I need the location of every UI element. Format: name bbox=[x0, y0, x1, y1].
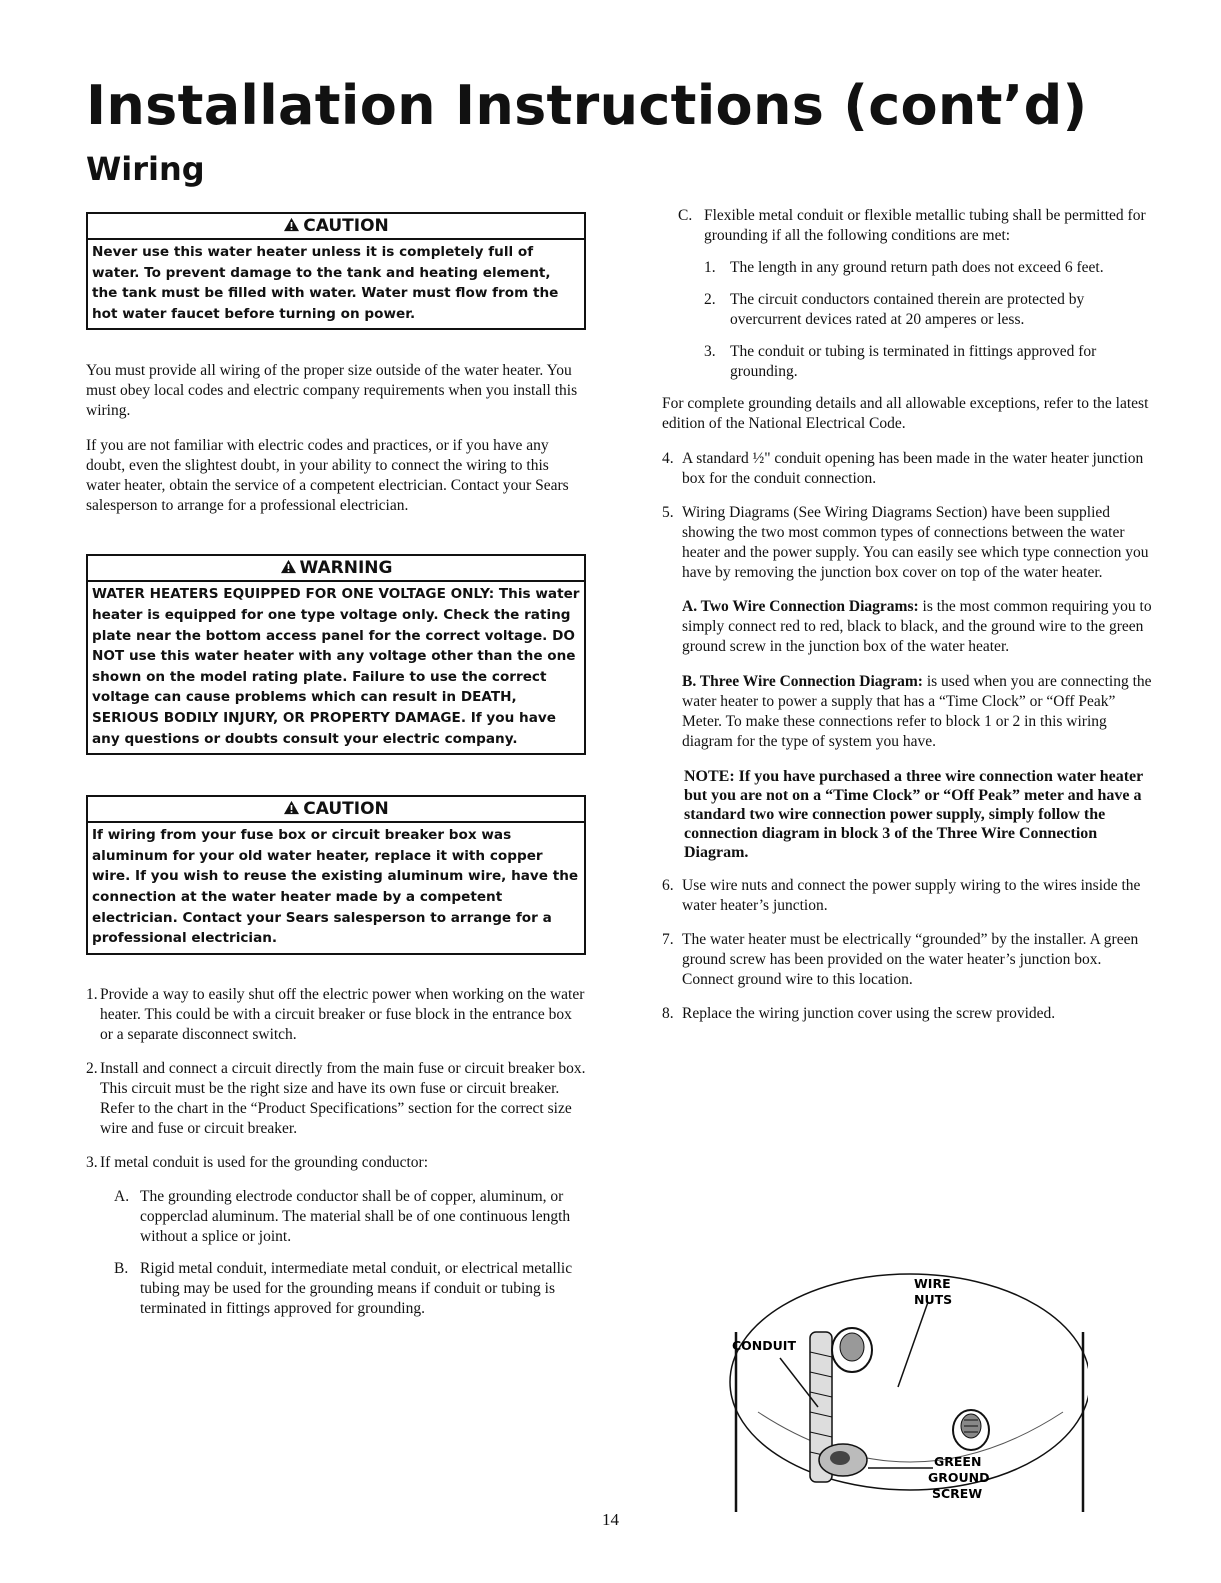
substep-text: The grounding electrode conductor shall be of copper, aluminum, or copperclad aluminum. The material shall be of one continuous length without a splice or joint. bbox=[140, 1187, 571, 1245]
condition-item bbox=[704, 258, 1156, 278]
step-number: 1. bbox=[86, 985, 98, 1003]
green-label: GREEN bbox=[934, 1454, 982, 1469]
caution-heading-text: CAUTION bbox=[303, 216, 389, 236]
step-number: 4. bbox=[662, 450, 674, 467]
page-title: Installation Instructions (cont’d) bbox=[86, 74, 1088, 137]
condition-number: 2. bbox=[704, 291, 716, 308]
step-number: 2. bbox=[86, 1059, 98, 1077]
substep-letter: A. bbox=[114, 1187, 130, 1205]
caution-body: Never use this water heater unless it is completely full of water. To prevent damage to the tank and heating element, the tank must be filled with water. Water must flow from the hot water faucet before turning on power. bbox=[92, 244, 559, 322]
intro-paragraph: If you are not familiar with electric codes and practices, or if you have any doubt, even the slightest doubt, in your ability to connect the wiring to this water heater, obtain the service of a competent electrician. Contact your Sears salesperson to arrange for a professional electrician. bbox=[86, 437, 569, 515]
condition-item bbox=[704, 342, 1156, 382]
step-text: Replace the wiring junction cover using the screw provided. bbox=[682, 1005, 1056, 1022]
step-item bbox=[662, 930, 1156, 990]
caution-box-aluminum bbox=[86, 795, 586, 955]
caution-box bbox=[86, 212, 586, 330]
caution-heading-text: CAUTION bbox=[303, 799, 389, 820]
wire-nuts-label-line1: WIRE bbox=[914, 1276, 951, 1291]
page-number: 14 bbox=[602, 1510, 619, 1529]
warning-box bbox=[86, 554, 586, 755]
substep-text: Rigid metal conduit, intermediate metal conduit, or electrical metallic tubing may be used for the grounding means if conduit or tubing is terminated in fittings approved for grounding. bbox=[140, 1259, 573, 1317]
left-column bbox=[86, 212, 586, 1331]
two-wire-label: A. Two Wire Connection Diagrams: bbox=[682, 598, 919, 615]
step-item bbox=[86, 1059, 586, 1139]
tank-top-ellipse bbox=[730, 1274, 1088, 1490]
intro-paragraph: You must provide all wiring of the proper size outside of the water heater. You must obey local codes and electric company requirements when you install this wiring. bbox=[86, 362, 578, 420]
junction-box-diagram bbox=[728, 1262, 1088, 1522]
substep-item bbox=[114, 1259, 586, 1319]
step-item bbox=[86, 1153, 586, 1173]
step-text: Wiring Diagrams (See Wiring Diagrams Section) have been supplied showing the two most common types of connections between the water heater and the power supply. You can easily see which type connection you have by removing the junction box cover on top of the water heater. bbox=[682, 504, 1149, 581]
step-text: Provide a way to easily shut off the electric power when working on the water heater. This could be with a circuit breaker or fuse block in the entrance box or a separate disconnect switch. bbox=[100, 985, 585, 1043]
condition-item bbox=[704, 290, 1156, 330]
warning-heading-text: WARNING bbox=[299, 558, 393, 579]
caution-body: If wiring from your fuse box or circuit breaker box was aluminum for your old water heater, replace it with copper wire. If you wish to reuse the existing aluminum wire, have the connection at the water heater made by a competent electrician. Contact your Sears salesperson to arrange for a professional electrician. bbox=[92, 827, 579, 947]
wire-nuts-leader bbox=[898, 1302, 928, 1387]
three-wire-text: is used when you are connecting the water heater to power a supply that has a “Time Clock” or “Off Peak” Meter. To make these connections refer to block 1 or 2 in this wiring diagram for the type of system you have. bbox=[682, 673, 1152, 750]
three-wire-description bbox=[682, 672, 1156, 752]
step-number: 6. bbox=[662, 877, 674, 894]
caution-heading bbox=[88, 214, 584, 240]
condition-text: The length in any ground return path does not exceed 6 feet. bbox=[730, 259, 1104, 276]
step-number: 5. bbox=[662, 504, 674, 521]
step-text: Install and connect a circuit directly from the main fuse or circuit breaker box. This circuit must be the right size and have its own fuse or circuit breaker. Refer to the chart in the “Product Specifications” section for the correct size wire and fuse or circuit breaker. bbox=[100, 1059, 586, 1137]
warning-body: WATER HEATERS EQUIPPED FOR ONE VOLTAGE ONLY: This water heater is equipped for one type voltage only. Check the rating plate near the bottom access panel for the correct voltage. DO NOT use this water heater with any voltage other than the one shown on the model rating plate. Failure to use the correct voltage can cause problems which can result in DEATH, SERIOUS BODILY INJURY, OR PROPERTY DAMAGE. If you have any questions or doubts consult your electric company. bbox=[92, 586, 580, 747]
three-wire-label: B. Three Wire Connection Diagram: bbox=[682, 673, 923, 690]
substep-item bbox=[678, 206, 1156, 246]
screw-label: SCREW bbox=[932, 1486, 983, 1501]
step-item bbox=[86, 985, 586, 1045]
three-wire-note: NOTE: If you have purchased a three wire connection water heater but you are not on a “Time Clock” or “Off Peak” meter and have a standard two wire connection power supply, simply follow the connection diagram in block 3 of the Three Wire Connection Diagram. bbox=[684, 768, 1143, 861]
step-text: A standard ½" conduit opening has been made in the water heater junction box for the conduit connection. bbox=[682, 450, 1144, 487]
two-wire-text: is the most common requiring you to simply connect red to red, black to black, and the ground wire to the green ground screw in the junction box of the water heater. bbox=[682, 598, 1152, 655]
step-text: Use wire nuts and connect the power supply wiring to the wires inside the water heater’s junction. bbox=[682, 877, 1141, 914]
section-title: Wiring bbox=[86, 150, 205, 188]
warning-triangle-icon bbox=[283, 800, 300, 815]
substep-letter: C. bbox=[678, 207, 693, 224]
substep-item bbox=[114, 1187, 586, 1247]
grounding-note: For complete grounding details and all allowable exceptions, refer to the latest edition of the National Electrical Code. bbox=[662, 395, 1149, 432]
step-item bbox=[662, 503, 1156, 583]
conduit-label: CONDUIT bbox=[732, 1338, 796, 1353]
step-text: The water heater must be electrically “grounded” by the installer. A green ground screw has been provided on the water heater’s junction box. Connect ground wire to this location. bbox=[682, 931, 1139, 988]
step-item bbox=[662, 876, 1156, 916]
step-number: 7. bbox=[662, 931, 674, 948]
warning-triangle-icon bbox=[283, 217, 300, 232]
two-wire-description bbox=[682, 597, 1156, 657]
condition-number: 3. bbox=[704, 343, 716, 360]
wire-nuts-label-line2: NUTS bbox=[914, 1292, 953, 1307]
warning-triangle-icon bbox=[280, 559, 297, 574]
tank-top-shading bbox=[758, 1412, 1063, 1462]
substep-letter: B. bbox=[114, 1259, 129, 1277]
step-item bbox=[662, 449, 1156, 489]
ground-label: GROUND bbox=[928, 1470, 990, 1485]
step-text: If metal conduit is used for the grounding conductor: bbox=[100, 1153, 429, 1171]
right-column bbox=[662, 206, 1156, 1038]
ground-screw-icon bbox=[819, 1444, 867, 1476]
substep-text: Flexible metal conduit or flexible metallic tubing shall be permitted for grounding if all the following conditions are met: bbox=[704, 207, 1146, 244]
step-number: 3. bbox=[86, 1153, 98, 1171]
warning-heading bbox=[88, 556, 584, 582]
caution-heading bbox=[88, 797, 584, 823]
wire-nut-fitting-icon bbox=[953, 1410, 989, 1450]
condition-text: The circuit conductors contained therein are protected by overcurrent devices rated at 20 amperes or less. bbox=[730, 291, 1085, 328]
step-number: 8. bbox=[662, 1005, 674, 1022]
step-item bbox=[662, 1004, 1156, 1024]
condition-number: 1. bbox=[704, 259, 716, 276]
condition-text: The conduit or tubing is terminated in fittings approved for grounding. bbox=[730, 343, 1097, 380]
